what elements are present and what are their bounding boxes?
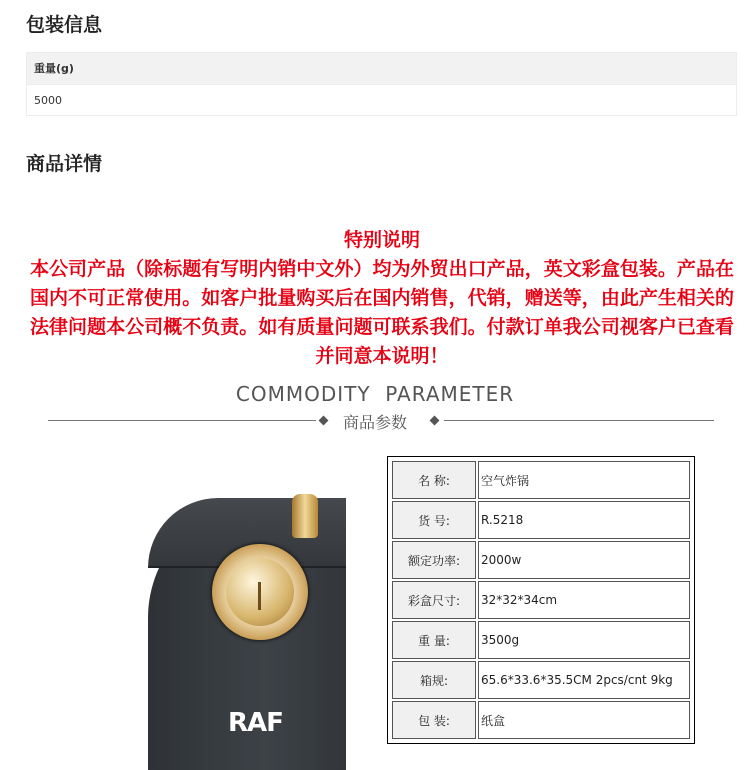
parameter-subtitle: 商品参数 <box>342 413 407 432</box>
header-divider-right <box>444 420 714 421</box>
table-row <box>392 541 690 579</box>
notice-title: 特别说明 <box>343 229 420 251</box>
parameter-table <box>387 456 695 744</box>
table-row <box>392 461 690 499</box>
weight-value: 5000 <box>27 84 736 115</box>
param-key: 包 装: <box>392 701 476 739</box>
fryer-handle <box>292 494 318 538</box>
notice-body: 本公司产品（除标题有写明内销中文外）均为外贸出口产品，英文彩盒包装。产品在国内不可正常使用。如客户批量购买后在国内销售，代销，赠送等，由此产生相关的法律问题本公司概不负责。如有质量问题可联系我们。付款订单我公司视客户已查看并同意本说明！ <box>30 258 734 367</box>
param-value: 65.6*33.6*35.5CM 2pcs/cnt 9kg <box>478 661 690 699</box>
table-row <box>392 581 690 619</box>
param-value: 空气炸锅 <box>478 461 690 499</box>
packaging-table <box>26 52 737 116</box>
param-value: 3500g <box>478 621 690 659</box>
param-key: 箱规: <box>392 661 476 699</box>
param-key: 彩盒尺寸: <box>392 581 476 619</box>
packaging-section-title: 包装信息 <box>26 14 103 36</box>
brand-logo: RAF <box>228 708 283 738</box>
table-row <box>392 501 690 539</box>
commodity-parameter-title: COMMODITY PARAMETER <box>235 382 515 406</box>
table-row <box>392 621 690 659</box>
param-value: 纸盒 <box>478 701 690 739</box>
table-row <box>392 701 690 739</box>
knob-indicator <box>258 582 261 610</box>
special-notice <box>30 226 734 371</box>
param-value: 32*32*34cm <box>478 581 690 619</box>
weight-label: 重量(g) <box>27 53 736 84</box>
param-value: 2000w <box>478 541 690 579</box>
details-section-title: 商品详情 <box>26 153 103 175</box>
param-key: 货 号: <box>392 501 476 539</box>
param-key: 名 称: <box>392 461 476 499</box>
param-value: R.5218 <box>478 501 690 539</box>
param-key: 重 量: <box>392 621 476 659</box>
table-row <box>392 661 690 699</box>
product-image <box>140 488 346 770</box>
param-key: 额定功率: <box>392 541 476 579</box>
